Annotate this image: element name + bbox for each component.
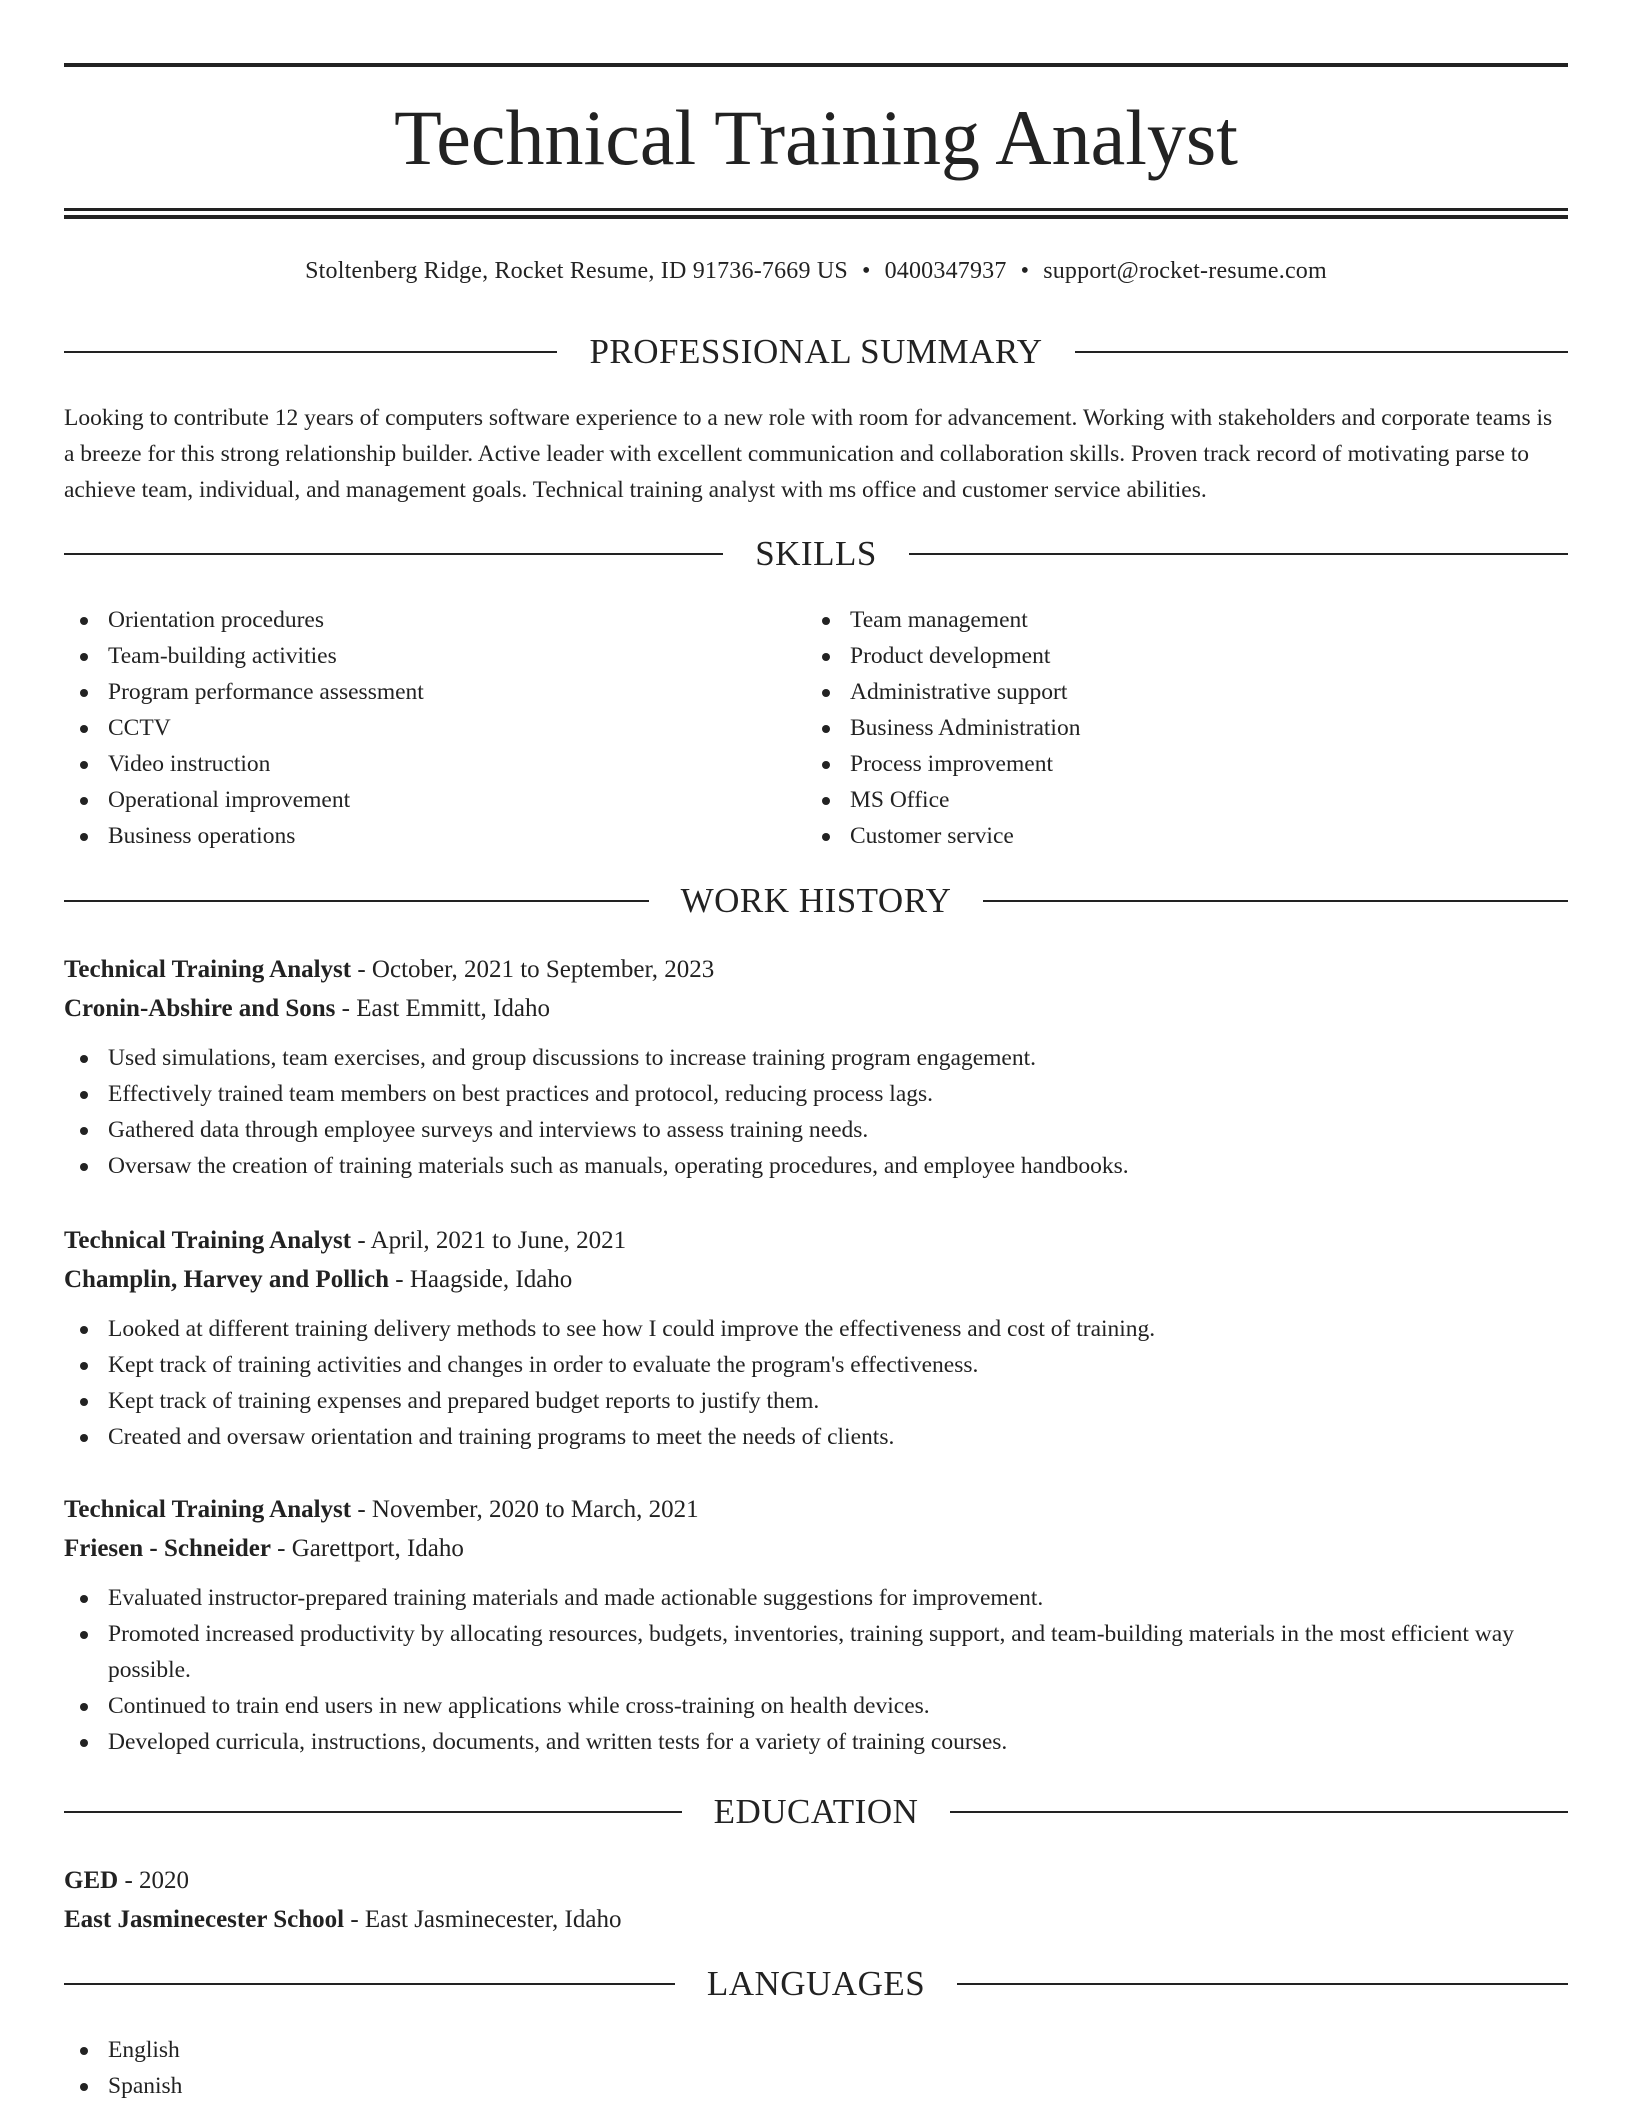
- skill-item: Team-building activities: [64, 638, 764, 674]
- languages-heading-label: LANGUAGES: [706, 1964, 926, 2003]
- job-bullet: Created and oversaw orientation and training programs to meet the needs of clients.: [64, 1419, 1568, 1455]
- skill-item: Video instruction: [64, 746, 764, 782]
- contact-separator: •: [1020, 258, 1030, 284]
- job-role: Technical Training Analyst: [64, 1227, 352, 1254]
- contact-email: support@rocket-resume.com: [1043, 258, 1327, 284]
- job-org-line: [64, 1529, 1568, 1568]
- job-org-line: [64, 1260, 1568, 1299]
- job-bullet: Oversaw the creation of training materials such as manuals, operating procedures, and employee handbooks.: [64, 1148, 1568, 1184]
- job-location: - Garettport, Idaho: [270, 1535, 464, 1562]
- job-entry: [64, 950, 1568, 1184]
- job-bullet: Gathered data through employee surveys and interviews to assess training needs.: [64, 1112, 1568, 1148]
- heading-rule-right: [950, 1811, 1568, 1813]
- summary-text: Looking to contribute 12 years of computers software experience to a new role with room for advancement. Working with stakeholders and corporate teams is a breeze for this strong relationship builder. Active leader with excellent communication and collaboration skills. Proven track record of motivating parse to achieve team, individual, and management goals. Technical training analyst with ms office and customer service abilities.: [64, 405, 1553, 503]
- education-school-line: [64, 1900, 1568, 1939]
- job-bullet: Continued to train end users in new applications while cross-training on health devices.: [64, 1688, 1568, 1724]
- languages-list: [64, 2032, 764, 2104]
- heading-rule-right: [983, 900, 1568, 902]
- education-school: East Jasminecester School: [64, 1906, 345, 1933]
- skills-section-heading: [64, 532, 1568, 576]
- job-bullets: [64, 1040, 1568, 1184]
- work-heading-label: WORK HISTORY: [680, 881, 952, 920]
- skill-item: Product development: [806, 638, 1506, 674]
- header-double-rule: [64, 208, 1568, 219]
- job-bullet: Effectively trained team members on best practices and protocol, reducing process lags.: [64, 1076, 1568, 1112]
- heading-rule-left: [64, 553, 723, 555]
- contact-line: [64, 254, 1568, 288]
- contact-phone: 0400347937: [884, 258, 1007, 284]
- job-company: Friesen - Schneider: [64, 1535, 271, 1562]
- job-role-line: [64, 1221, 1568, 1260]
- summary-heading-label: PROFESSIONAL SUMMARY: [589, 332, 1043, 371]
- job-bullet: Kept track of training expenses and prepared budget reports to justify them.: [64, 1383, 1568, 1419]
- education-entry: [64, 1861, 1568, 1939]
- job-bullet: Promoted increased productivity by allocating resources, budgets, inventories, training support, and team-building materials in the most efficient way possible.: [64, 1616, 1568, 1688]
- job-entry: [64, 1221, 1568, 1455]
- skill-item: Program performance assessment: [64, 674, 764, 710]
- job-company: Champlin, Harvey and Pollich: [64, 1266, 390, 1293]
- job-role: Technical Training Analyst: [64, 956, 352, 983]
- skill-item: Process improvement: [806, 746, 1506, 782]
- skill-item: CCTV: [64, 710, 764, 746]
- languages-section-heading: [64, 1962, 1568, 2006]
- job-bullet: Looked at different training delivery methods to see how I could improve the effectiveness and cost of training.: [64, 1311, 1568, 1347]
- heading-rule-right: [957, 1983, 1568, 1985]
- job-role-line: [64, 1490, 1568, 1529]
- education-location: - East Jasminecester, Idaho: [344, 1906, 622, 1933]
- language-item: English: [64, 2032, 764, 2068]
- job-dates: - November, 2020 to March, 2021: [351, 1496, 699, 1523]
- job-role: Technical Training Analyst: [64, 1496, 352, 1523]
- job-entry: [64, 1490, 1568, 1760]
- job-location: - Haagside, Idaho: [389, 1266, 573, 1293]
- education-year: - 2020: [118, 1867, 190, 1894]
- skill-item: Customer service: [806, 818, 1506, 854]
- work-section-heading: [64, 879, 1568, 923]
- job-bullet: Evaluated instructor-prepared training materials and made actionable suggestions for improvement.: [64, 1580, 1568, 1616]
- heading-rule-left: [64, 351, 557, 353]
- job-bullets: [64, 1311, 1568, 1455]
- job-location: - East Emmitt, Idaho: [335, 995, 550, 1022]
- skill-item: MS Office: [806, 782, 1506, 818]
- heading-rule-right: [1075, 351, 1568, 353]
- skill-item: Orientation procedures: [64, 602, 764, 638]
- skill-item: Business Administration: [806, 710, 1506, 746]
- skills-list-right: [806, 602, 1506, 854]
- contact-separator: •: [861, 258, 871, 284]
- skills-list-left: [64, 602, 764, 854]
- heading-rule-left: [64, 900, 649, 902]
- job-company: Cronin-Abshire and Sons: [64, 995, 336, 1022]
- skill-item: Operational improvement: [64, 782, 764, 818]
- heading-rule-right: [909, 553, 1568, 555]
- skill-item: Business operations: [64, 818, 764, 854]
- skills-heading-label: SKILLS: [755, 534, 877, 573]
- job-org-line: [64, 989, 1568, 1028]
- language-item: Spanish: [64, 2068, 764, 2104]
- heading-rule-left: [64, 1811, 682, 1813]
- job-bullet: Developed curricula, instructions, documents, and written tests for a variety of training courses.: [64, 1724, 1568, 1760]
- education-section-heading: [64, 1790, 1568, 1834]
- skill-item: Team management: [806, 602, 1506, 638]
- skill-item: Administrative support: [806, 674, 1506, 710]
- job-bullets: [64, 1580, 1568, 1760]
- job-role-line: [64, 950, 1568, 989]
- education-degree-line: [64, 1861, 1568, 1900]
- resume-title: Technical Training Analyst: [394, 94, 1238, 181]
- education-degree: GED: [64, 1867, 119, 1894]
- job-dates: - April, 2021 to June, 2021: [351, 1227, 627, 1254]
- header-top-rule: [64, 63, 1568, 67]
- education-heading-label: EDUCATION: [713, 1792, 919, 1831]
- contact-address: Stoltenberg Ridge, Rocket Resume, ID 91736-7669 US: [305, 258, 848, 284]
- job-bullet: Kept track of training activities and changes in order to evaluate the program's effectiveness.: [64, 1347, 1568, 1383]
- job-bullet: Used simulations, team exercises, and group discussions to increase training program engagement.: [64, 1040, 1568, 1076]
- heading-rule-left: [64, 1983, 675, 1985]
- job-dates: - October, 2021 to September, 2023: [351, 956, 715, 983]
- summary-section-heading: [64, 330, 1568, 374]
